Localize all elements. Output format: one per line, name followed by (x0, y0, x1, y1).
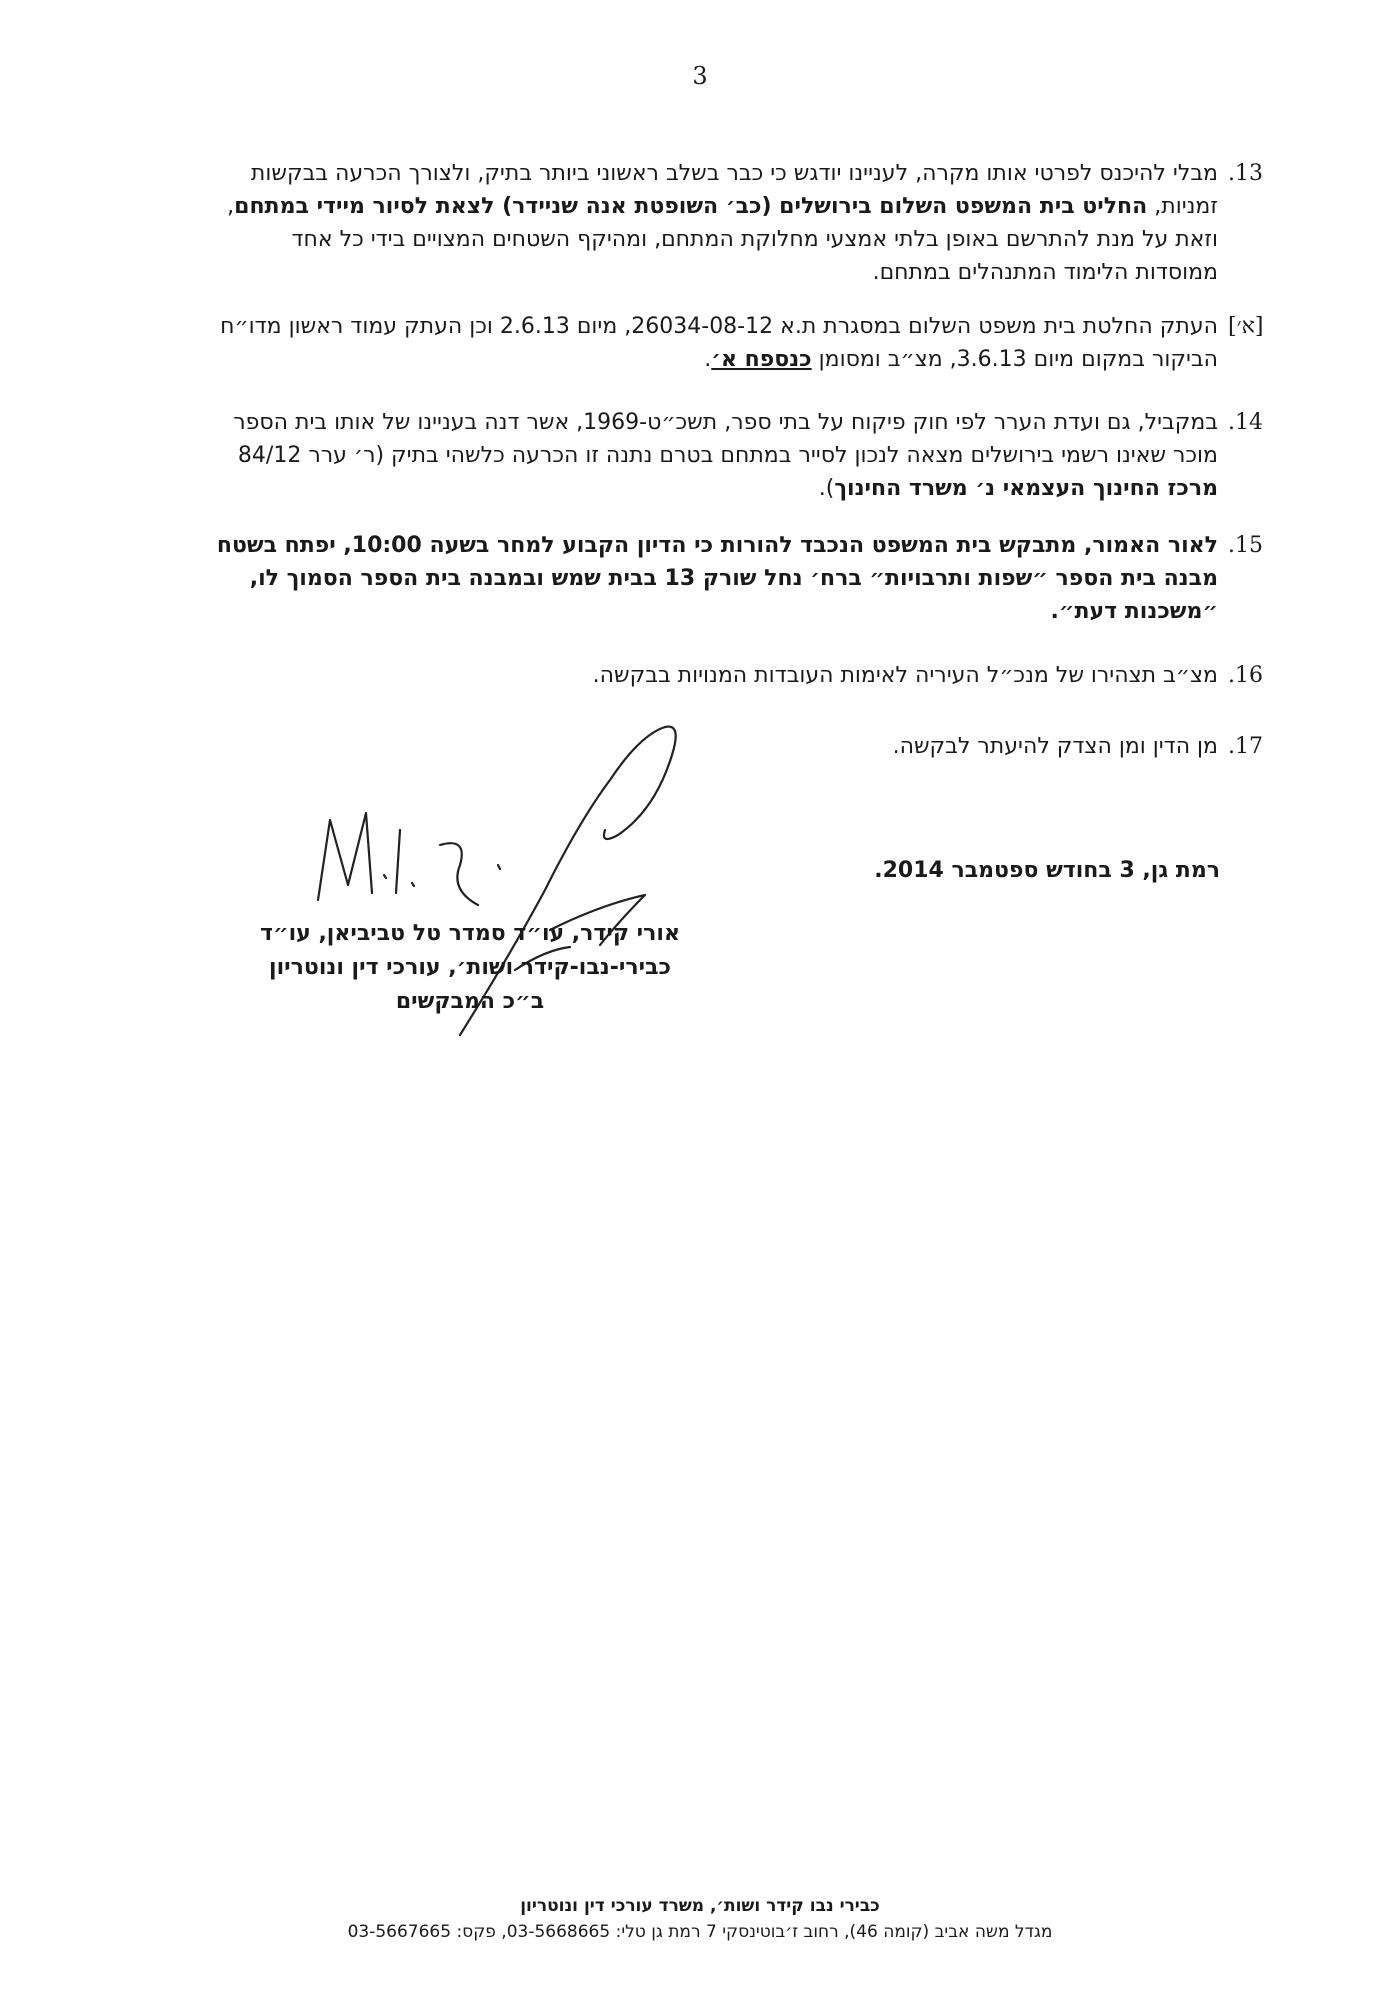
paragraph-14 (206, 406, 1263, 505)
text-run: מצ״ב תצהירו של מנכ״ל העיריה לאימות העובדות המנויות בבקשה. (592, 663, 1218, 688)
law-firm-name: כבירי-נבו-קידר ושות׳, עורכי דין ונוטריון (269, 955, 671, 980)
text-run: ). (818, 476, 835, 501)
text-run: במקביל, גם ועדת הערר לפי חוק פיקוח על בתי ספר, תשכ״ט-1969, אשר דנה בעניינו של אותו בית הספר מוכר שאינו רשמי בירושלים מצאה לנכון לסייר במתחם בטרם נתנה זו הכרעה כלשהי בתיק (ר׳ ערר 84/12 (233, 410, 1218, 468)
page-number: 3 (692, 62, 708, 90)
paragraph-text (206, 529, 1218, 628)
paragraph-13 (206, 157, 1263, 289)
paragraph-text (206, 406, 1218, 505)
date-line: רמת גן, 3 בחודש ספטמבר 2014. (874, 858, 1220, 883)
counsel-for-applicants: ב״כ המבקשים (395, 989, 545, 1014)
text-run: מן הדין ומן הצדק להיעתר לבקשה. (892, 734, 1218, 759)
paragraph-text (206, 157, 1218, 289)
text-run: , וזאת על מנת להתרשם באופן בלתי אמצעי מחלוקת המתחם, ומהיקף השטחים המצויים בידי כל אחד ממוסדות הלימוד המתנהלים במתחם. (227, 194, 1218, 285)
appendix-reference (206, 310, 1264, 376)
appendix-marker: [א׳] (1228, 314, 1264, 339)
signature-block (210, 917, 730, 1019)
paragraph-text (206, 310, 1218, 376)
footer-address: מגדל משה אביב (קומה 46), רחוב ז׳בוטינסקי 7 רמת גן טלי: 03-5668665, פקס: 03-5667665 (347, 1922, 1053, 1942)
paragraph-number: .14 (1228, 410, 1263, 435)
text-run: מבלי להיכנס לפרטי אותו מקרה, לעניינו יודגש כי כבר בשלב ראשוני ביותר בתיק, ולצורך הכרעה בבקשות זמניות, (250, 161, 1218, 219)
paragraph-number: .16 (1228, 663, 1263, 688)
paragraph-number: .13 (1228, 161, 1263, 186)
paragraph-15 (206, 529, 1263, 628)
text-run: לאור האמור, מתבקש בית המשפט הנכבד להורות כי הדיון הקבוע למחר בשעה 10:00, יפתח בשטח מבנה בית הספר ״שפות ותרבויות״ ברח׳ נחל שורק 13 בבית שמש ובמבנה בית הספר הסמוך לו, ״משכנות דעת״. (216, 533, 1218, 624)
text-run: מרכז החינוך העצמאי נ׳ משרד החינוך (834, 476, 1218, 501)
paragraph-text (206, 659, 1218, 692)
paragraph-number: .17 (1228, 734, 1263, 759)
page-footer (0, 1893, 1400, 1945)
text-run: החליט בית המשפט השלום בירושלים (כב׳ השופטת אנה שניידר) לצאת לסיור מיידי במתחם (234, 194, 1148, 219)
footer-firm: כבירי נבו קידר ושות׳, משרד עורכי דין ונוטריון (520, 1896, 880, 1916)
text-run: העתק החלטת בית משפט השלום במסגרת ת.א 26034-08-12, מיום 2.6.13 וכן העתק עמוד ראשון מדו״ח הביקור במקום מיום 3.6.13, מצ״ב ומסומן (220, 314, 1218, 372)
paragraph-16 (206, 659, 1263, 692)
paragraph-number: .15 (1228, 533, 1263, 558)
text-run: כנספח א׳ (711, 347, 812, 372)
text-run: . (704, 347, 712, 372)
signatories-names: אורי קידר, עו״ד סמדר טל טביביאן, עו״ד (260, 921, 680, 946)
